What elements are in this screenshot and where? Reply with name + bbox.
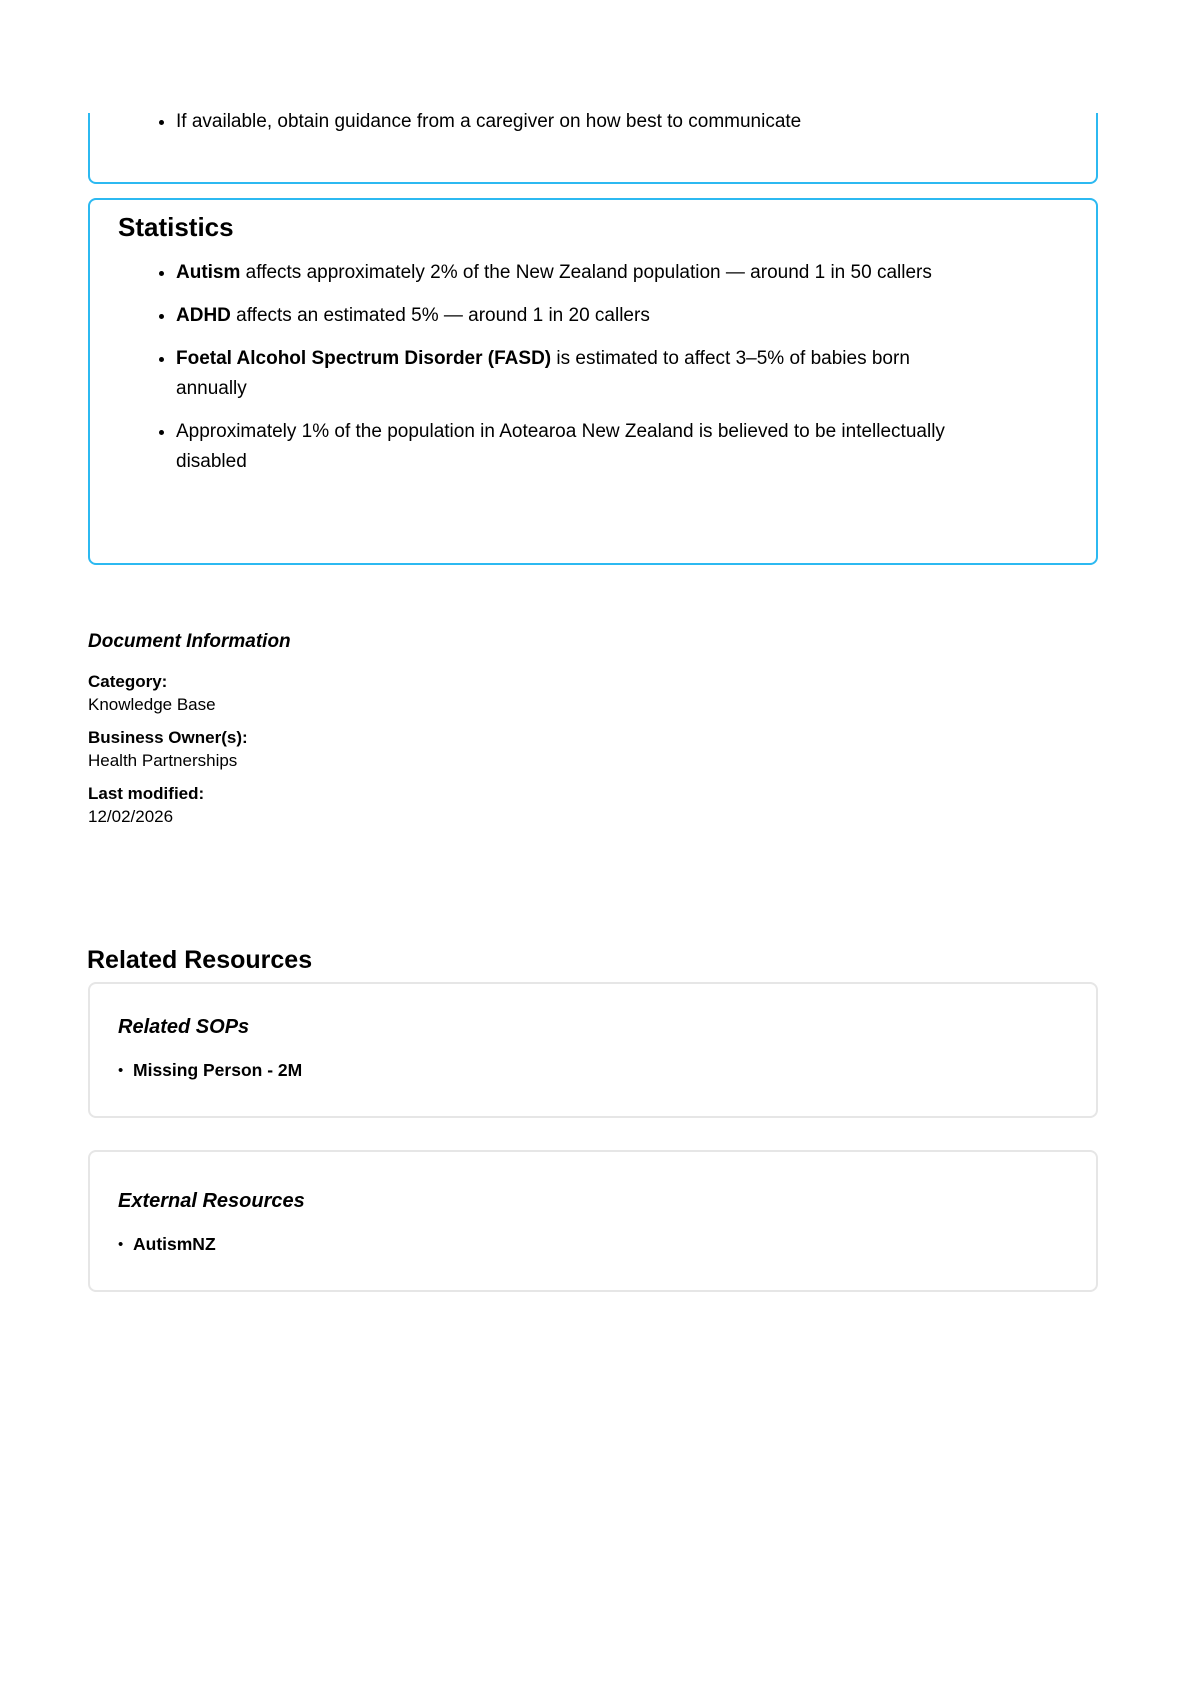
field-value: Health Partnerships <box>88 751 238 770</box>
external-resources-list <box>118 1232 1068 1256</box>
field-label: Last modified: <box>88 784 205 803</box>
statistic-text: Approximately 1% of the population in Aotearoa New Zealand is believed to be intellectually disabled <box>176 421 945 472</box>
statistics-list <box>118 258 963 477</box>
statistic-text: affects approximately 2% of the New Zealand population — around 1 in 50 callers <box>240 262 932 283</box>
guidance-bullet-list <box>118 107 963 137</box>
related-resources-heading: Related Resources <box>87 946 313 974</box>
statistic-text: is estimated to affect 3–5% of babies born annually <box>176 348 910 399</box>
statistics-box <box>88 198 1098 565</box>
field-value: 12/02/2026 <box>88 807 174 826</box>
field-label: Category: <box>88 672 168 691</box>
external-resources-card <box>88 1150 1098 1292</box>
document-information <box>88 630 688 838</box>
external-resource-label: AutismNZ <box>133 1234 216 1254</box>
document-information-title: Document Information <box>88 631 291 652</box>
field-value: Knowledge Base <box>88 695 216 714</box>
field-category <box>88 670 688 716</box>
field-label: Business Owner(s): <box>88 728 248 747</box>
related-sop-item <box>118 1058 1068 1082</box>
statistics-title: Statistics <box>118 212 234 242</box>
communication-guidance-box <box>88 113 1098 184</box>
statistic-text: affects an estimated 5% — around 1 in 20 callers <box>230 305 650 326</box>
external-resource-item <box>118 1232 1068 1256</box>
statistic-item-fasd <box>176 344 963 404</box>
statistic-term: ADHD <box>176 305 231 326</box>
statistic-item-autism <box>176 258 963 288</box>
related-sops-list <box>118 1058 1068 1082</box>
field-business-owners <box>88 726 688 772</box>
statistic-item-intellectual-disability <box>176 417 963 477</box>
guidance-bullet-item <box>176 107 963 137</box>
statistic-item-adhd <box>176 301 963 331</box>
related-sop-label: Missing Person - 2M <box>133 1060 303 1080</box>
statistic-term: Foetal Alcohol Spectrum Disorder (FASD) <box>176 348 552 369</box>
field-last-modified <box>88 782 688 828</box>
related-sops-title: Related SOPs <box>118 1016 250 1038</box>
statistic-term: Autism <box>176 262 241 283</box>
guidance-bullet-text: If available, obtain guidance from a caregiver on how best to communicate <box>176 111 802 132</box>
related-sops-card <box>88 982 1098 1118</box>
external-resources-title: External Resources <box>118 1190 305 1212</box>
